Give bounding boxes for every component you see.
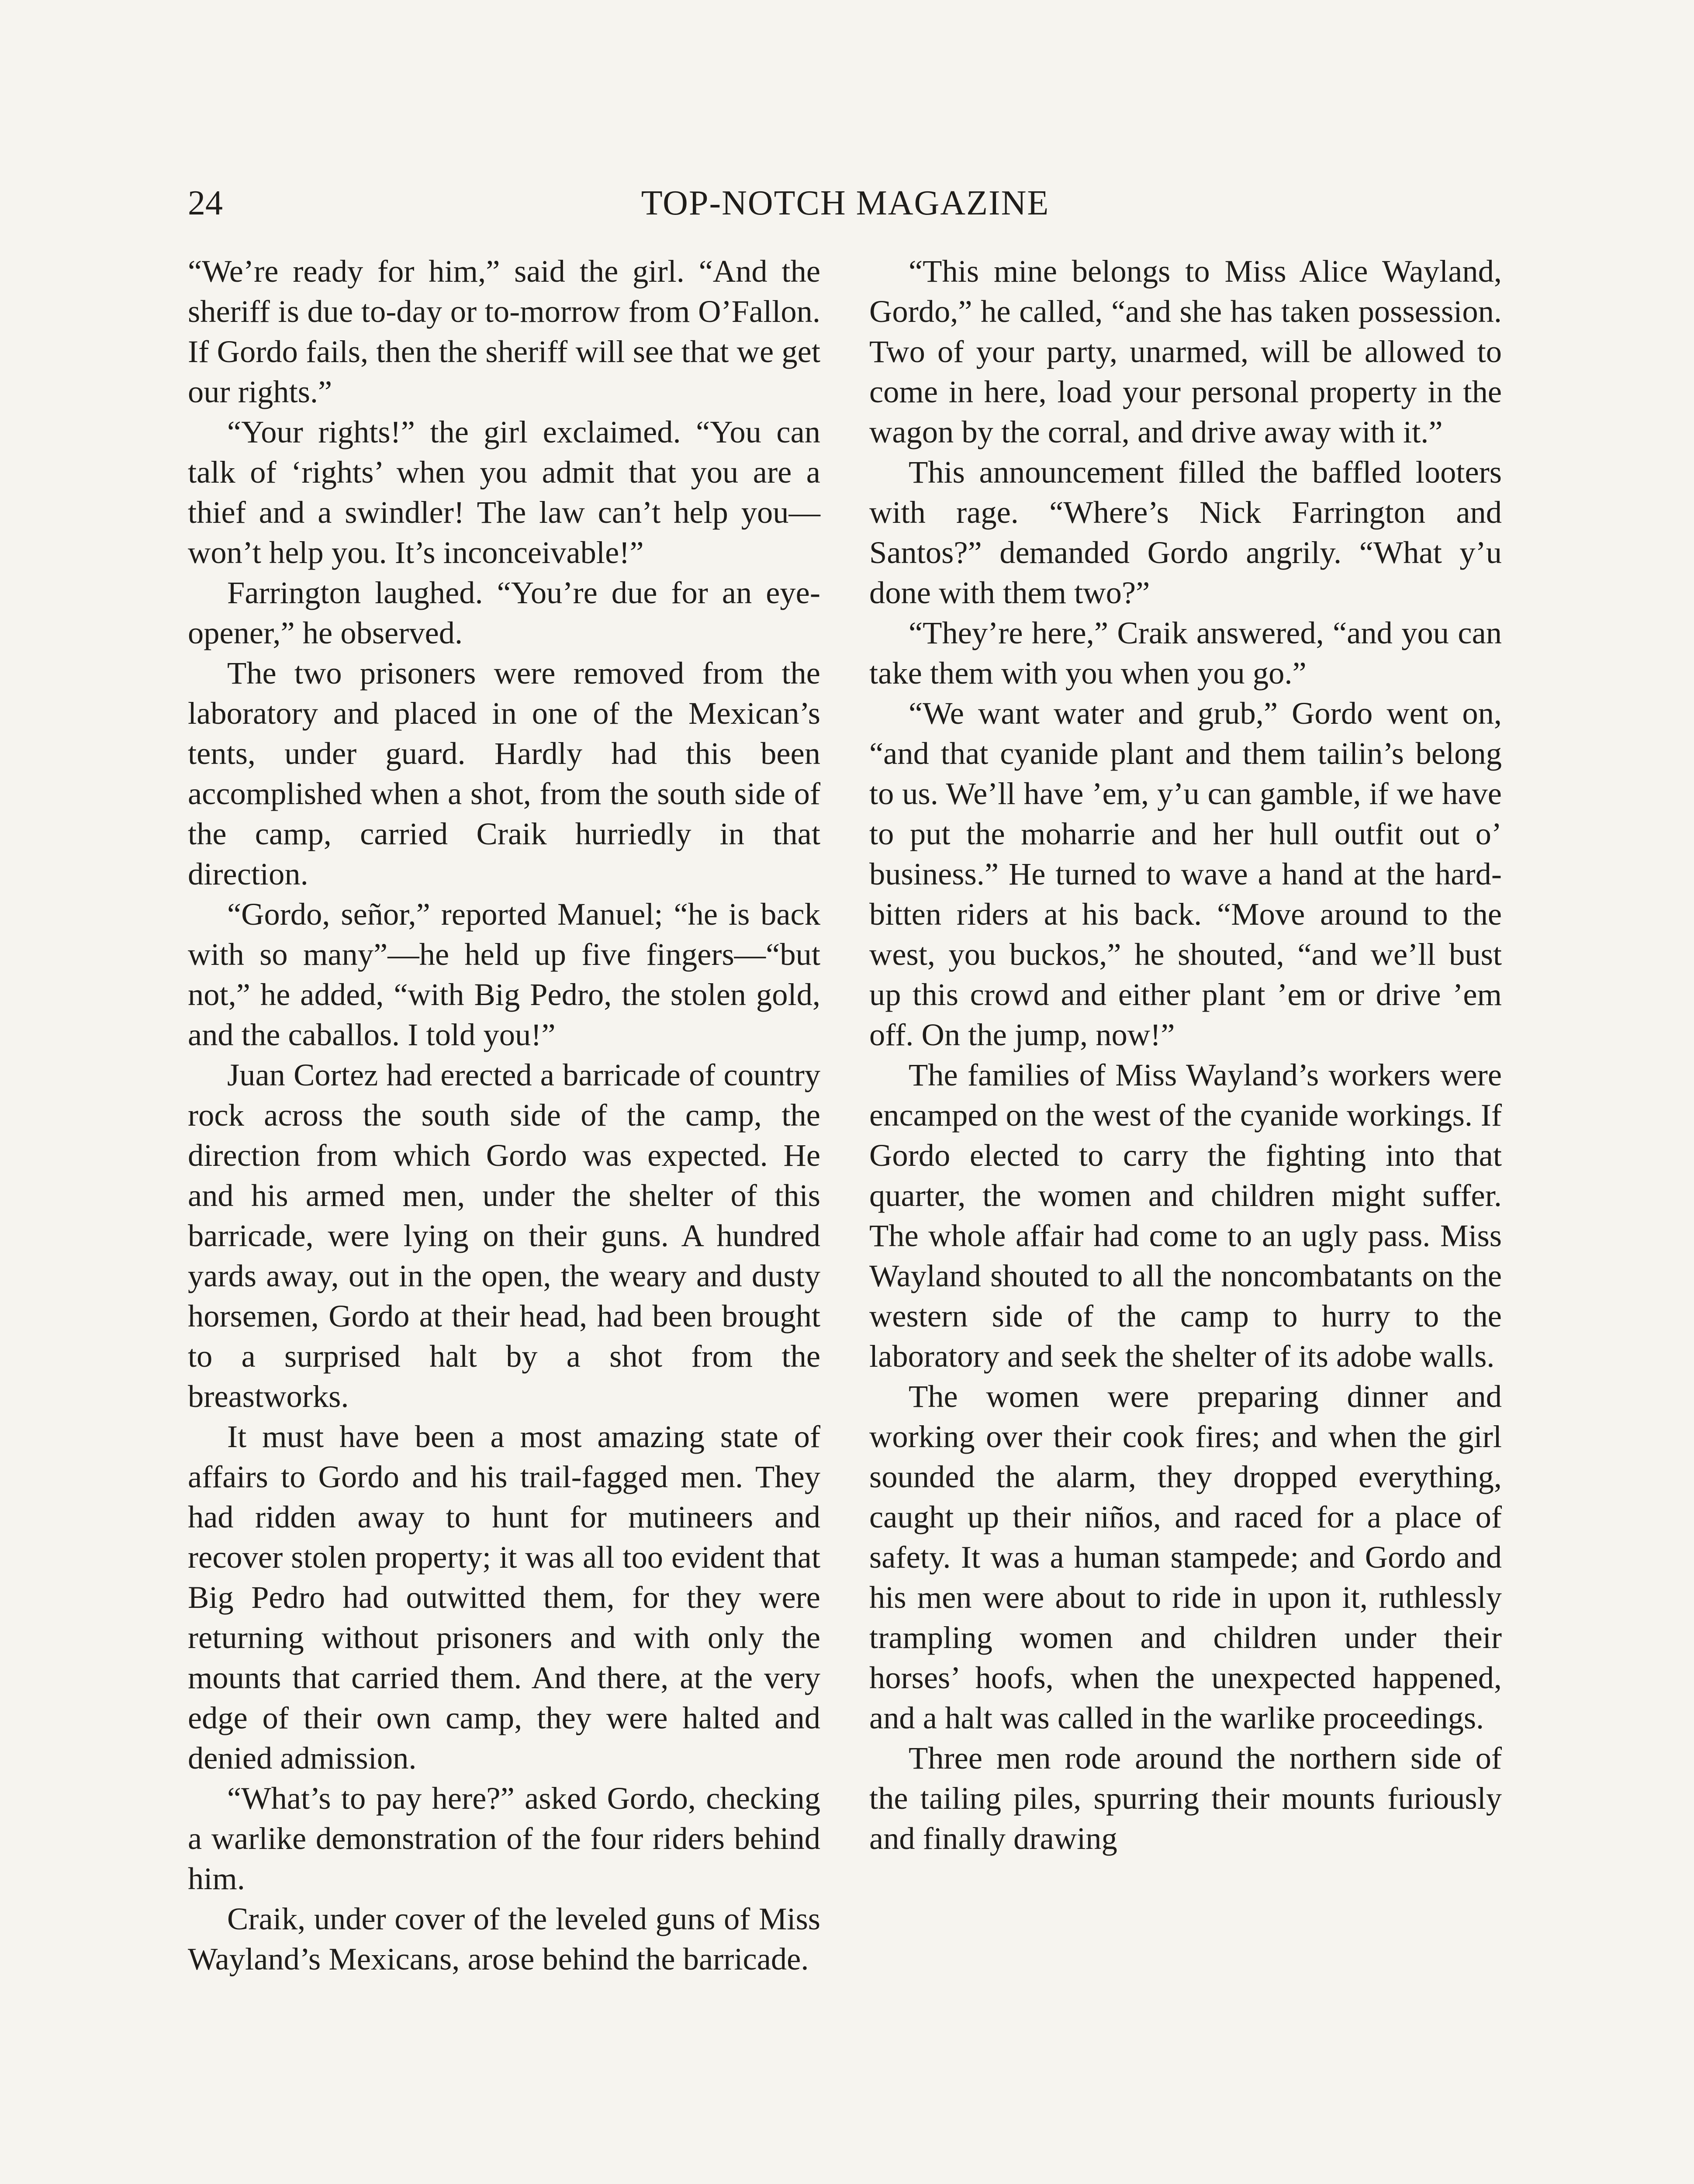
paragraph: This announcement filled the baffled looters with rage. “Where’s Nick Farrington and Santos?” demanded Gordo angrily. “What y’u done with them two?” (869, 454, 1502, 610)
right-column (869, 251, 1502, 1859)
paragraph: Juan Cortez had erected a barricade of country rock across the south side of the camp, the direction from which Gordo was expected. He and his armed men, under the shelter of this barricade, were lying on their guns. A hundred yards away, out in the open, the weary and dusty horsemen, Gordo at their head, had been brought to a surprised halt by a shot from the breastworks. (188, 1057, 820, 1414)
paragraph: “Gordo, señor,” reported Manuel; “he is back with so many”—he held up five fingers—“but not,” he added, “with Big Pedro, the stolen gold, and the caballos. I told you!” (188, 896, 820, 1052)
paragraph: It must have been a most amazing state of affairs to Gordo and his trail-fagged men. They had ridden away to hunt for mutineers and recover stolen property; it was all too evident that Big Pedro had outwitted them, for they were returning without prisoners and with only the mounts that carried them. And there, at the very edge of their own camp, they were halted and denied admission. (188, 1419, 820, 1776)
paragraph: The families of Miss Wayland’s workers were encamped on the west of the cyanide workings. If Gordo elected to carry the fighting into that quarter, the women and children might suffer. The whole affair had come to an ugly pass. Miss Wayland shouted to all the noncombatants on the western side of the camp to hurry to the laboratory and seek the shelter of its adobe walls. (869, 1057, 1502, 1374)
running-title: TOP-NOTCH MAGAZINE (641, 184, 1050, 222)
page-header (188, 179, 1503, 227)
page-number: 24 (188, 184, 223, 222)
paragraph: Craik, under cover of the leveled guns of Miss Wayland’s Mexicans, arose behind the barricade. (188, 1901, 820, 1977)
left-column (188, 251, 820, 1979)
paragraph: “We want water and grub,” Gordo went on, “and that cyanide plant and them tailin’s belong to us. We’ll have ’em, y’u can gamble, if we have to put the moharrie and her hull outfit out o’ business.” He turned to wave a hand at the hard-bitten riders at his back. “Move around to the west, you buckos,” he shouted, “and we’ll bust up this crowd and either plant ’em or drive ’em off. On the jump, now!” (869, 695, 1502, 1052)
paragraph: “We’re ready for him,” said the girl. “And the sheriff is due to-day or to-morrow from O’Fallon. If Gordo fails, then the sheriff will see that we get our rights.” (188, 253, 820, 409)
paragraph: Farrington laughed. “You’re due for an eye-opener,” he observed. (188, 575, 820, 650)
paragraph: “What’s to pay here?” asked Gordo, checking a warlike demonstration of the four riders behind him. (188, 1780, 820, 1896)
article-body (188, 251, 1503, 2184)
paragraph: Three men rode around the northern side of the tailing piles, spurring their mounts furiously and finally drawing (869, 1740, 1502, 1856)
paragraph: “This mine belongs to Miss Alice Wayland, Gordo,” he called, “and she has taken possession. Two of your party, unarmed, will be allowed to come in here, load your personal property in the wagon by the corral, and drive away with it.” (869, 253, 1502, 449)
paragraph: The women were preparing dinner and working over their cook fires; and when the girl sounded the alarm, they dropped everything, caught up their niños, and raced for a place of safety. It was a human stampede; and Gordo and his men were about to ride in upon it, ruthlessly trampling women and children under their horses’ hoofs, when the unexpected happened, and a halt was called in the warlike proceedings. (869, 1379, 1502, 1735)
paragraph: The two prisoners were removed from the laboratory and placed in one of the Mexican’s tents, under guard. Hardly had this been accomplished when a shot, from the south side of the camp, carried Craik hurriedly in that direction. (188, 655, 820, 892)
paragraph: “Your rights!” the girl exclaimed. “You can talk of ‘rights’ when you admit that you are a thief and a swindler! The law can’t help you—won’t help you. It’s inconceivable!” (188, 414, 820, 570)
paragraph: “They’re here,” Craik answered, “and you can take them with you when you go.” (869, 615, 1502, 691)
